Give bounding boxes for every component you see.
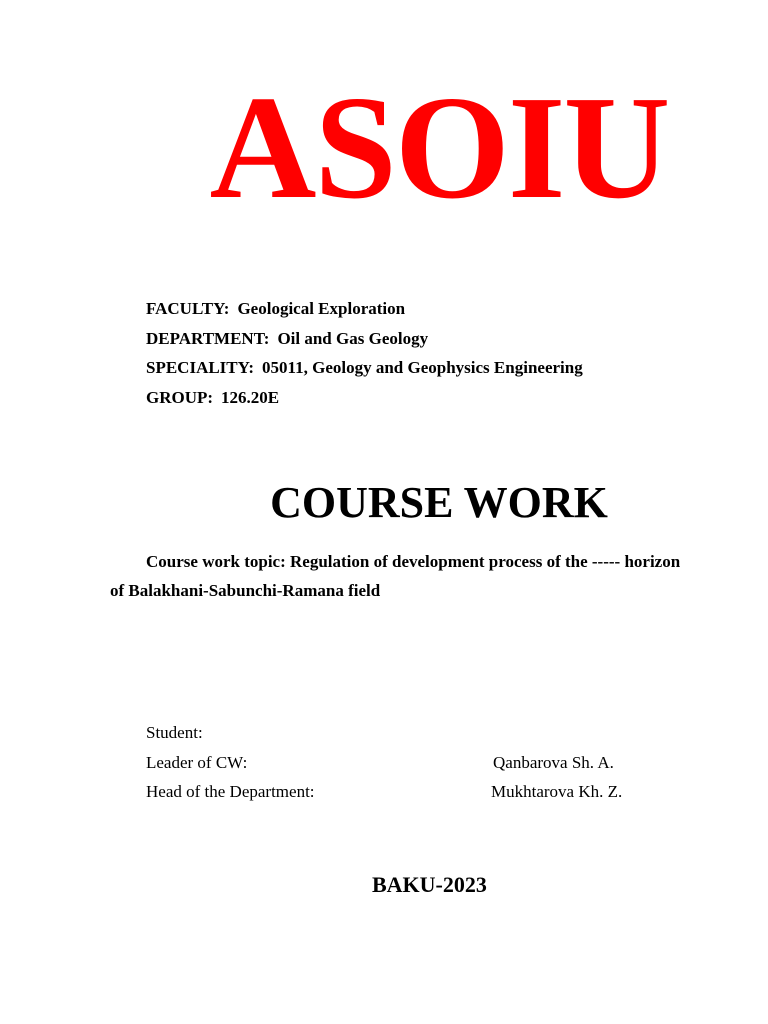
department-value: Oil and Gas Geology — [277, 329, 429, 348]
faculty-value: Geological Exploration — [237, 299, 406, 318]
group-line — [146, 388, 279, 408]
group-value: 126.20E — [221, 388, 280, 407]
faculty-line — [146, 299, 405, 319]
department-label: DEPARTMENT: — [146, 329, 270, 348]
document-title: COURSE WORK — [270, 478, 608, 527]
speciality-label: SPECIALITY: — [146, 358, 255, 377]
university-logo-text: ASOIU — [209, 66, 669, 230]
topic-line-1: Course work topic: Regulation of development process of the ----- horizon — [146, 552, 681, 571]
head-label: Head of the Department: — [146, 782, 315, 801]
city-year: BAKU-2023 — [372, 872, 487, 897]
speciality-value: 05011, Geology and Geophysics Engineering — [262, 358, 583, 377]
department-line — [146, 329, 428, 349]
group-label: GROUP: — [146, 388, 214, 407]
speciality-line — [146, 358, 583, 378]
leader-name: Qanbarova Sh. A. — [493, 753, 614, 772]
faculty-label: FACULTY: — [146, 299, 230, 318]
student-label: Student: — [146, 723, 203, 742]
head-name: Mukhtarova Kh. Z. — [491, 782, 623, 801]
leader-label: Leader of CW: — [146, 753, 248, 772]
topic-line-2: of Balakhani-Sabunchi-Ramana field — [110, 581, 381, 600]
